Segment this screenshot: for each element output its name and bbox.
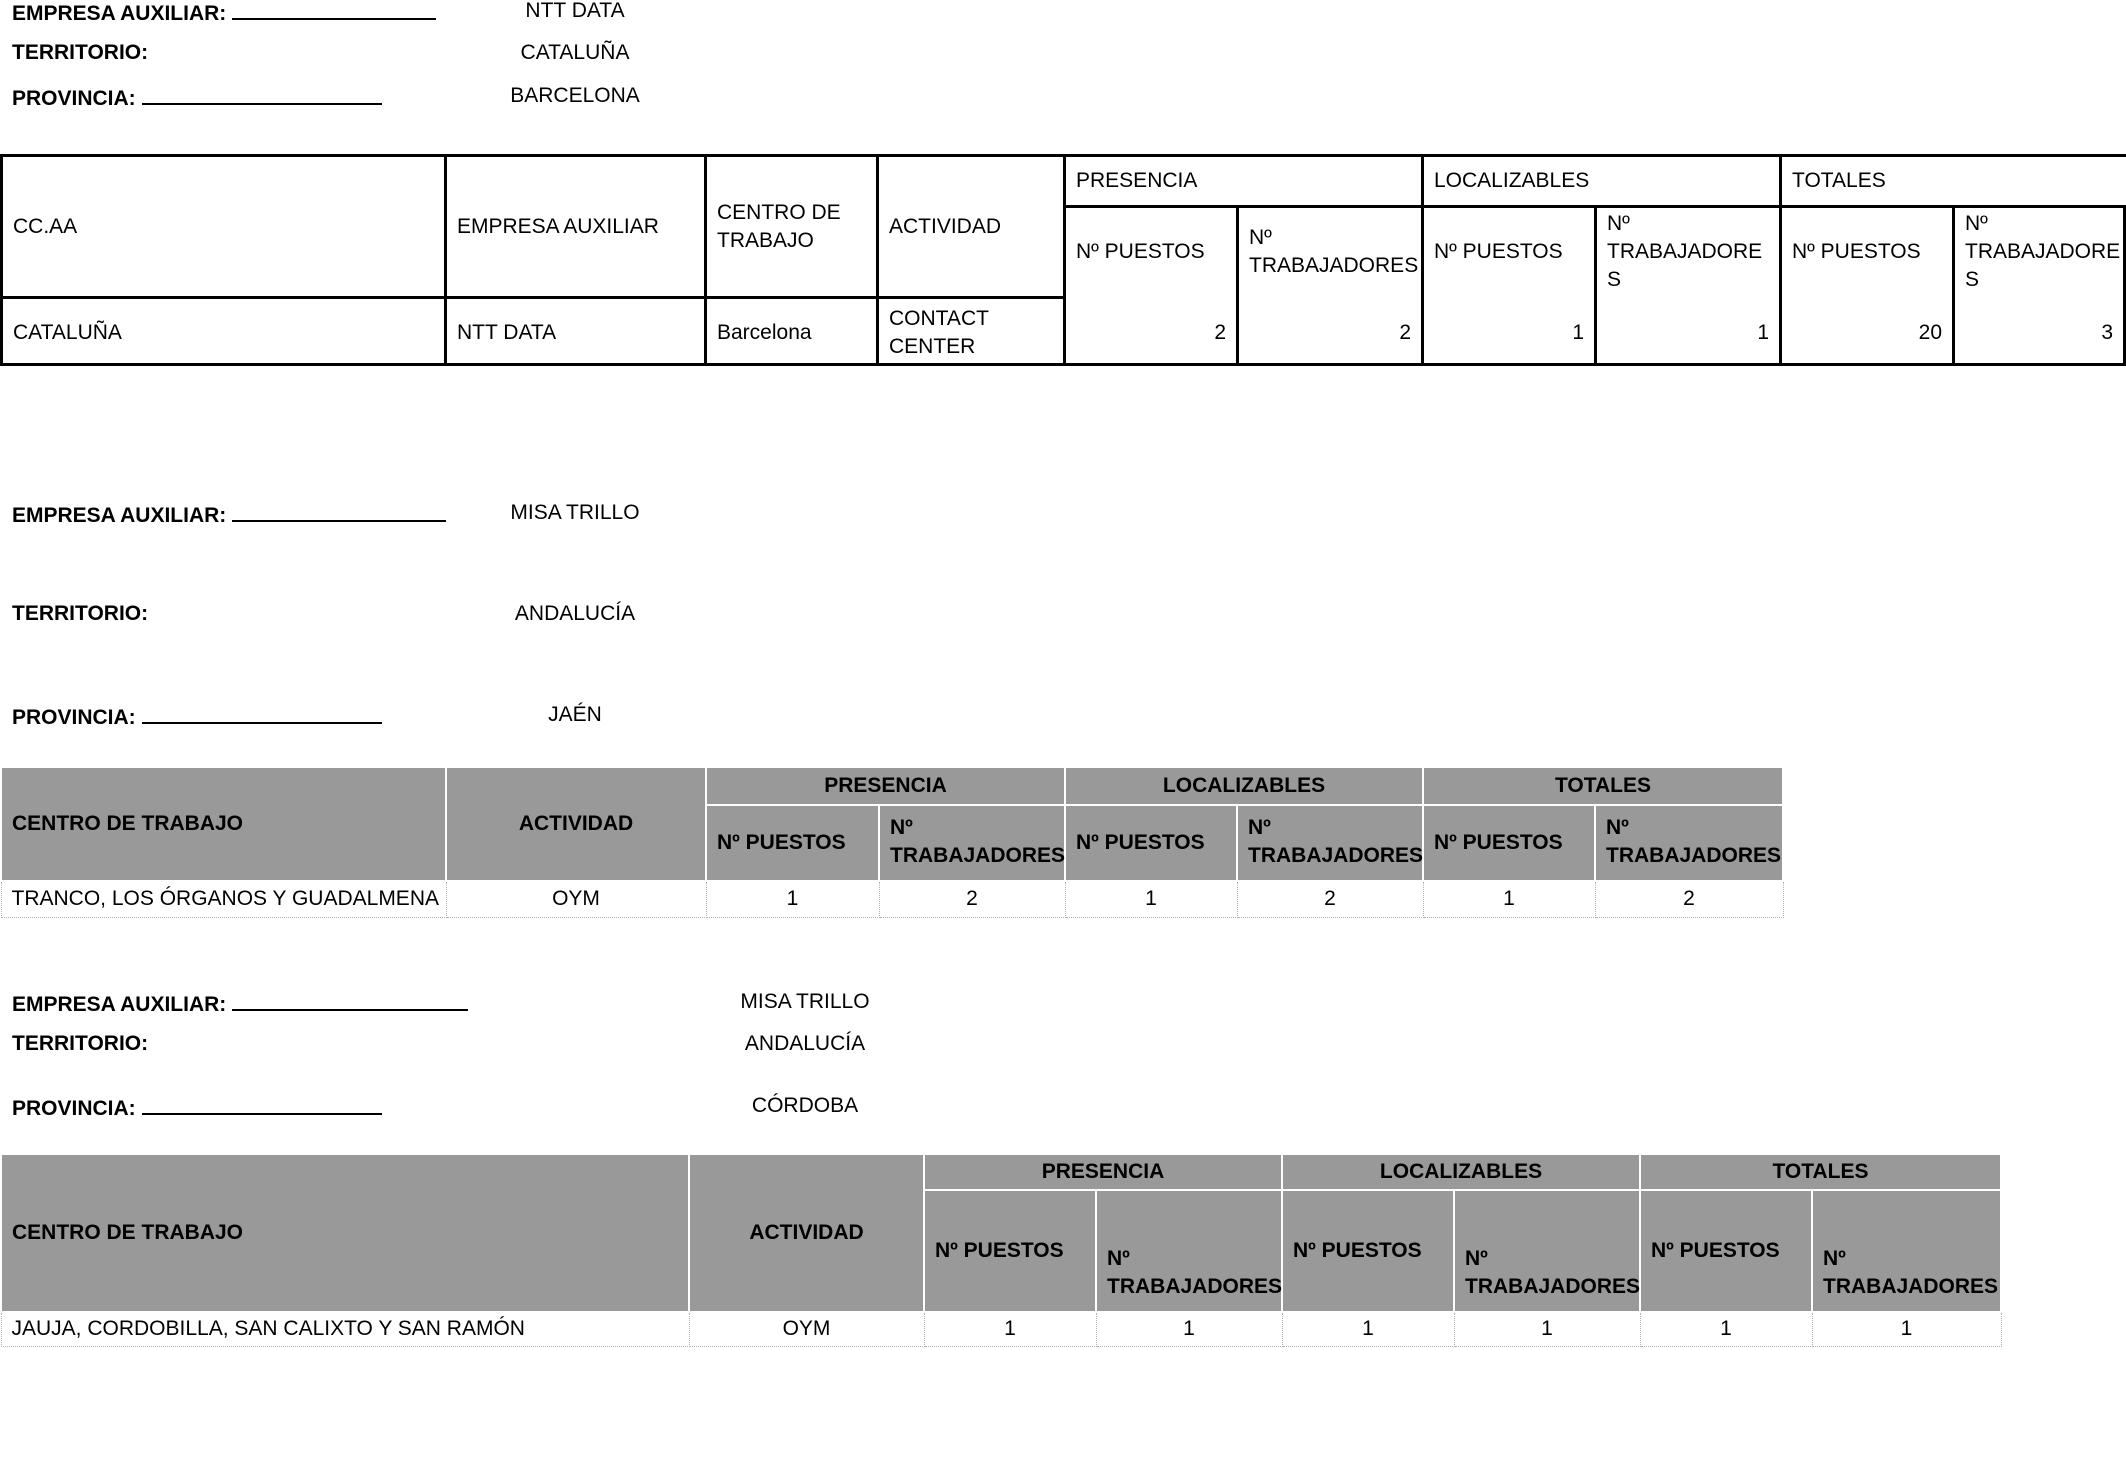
header-presencia: PRESENCIA (924, 1154, 1282, 1190)
cell-totales-puestos: 20 (1918, 320, 1942, 344)
header-totales-puestos: Nº PUESTOS (1792, 240, 1921, 263)
cell-centro: Barcelona (717, 320, 812, 344)
blank-line (232, 0, 436, 20)
header-totales: TOTALES (1640, 1154, 2001, 1190)
section-2-table (0, 766, 1784, 918)
territorio-value: ANDALUCÍA (514, 602, 636, 625)
header-totales-trabajadores: Nº TRABAJADORE S (1965, 212, 2121, 291)
cell-presencia-puestos: 1 (924, 1312, 1096, 1346)
cell-localizables-puestos: 1 (1572, 320, 1584, 344)
header-localizables-trabajadores: Nº TRABAJADORE S (1607, 212, 1763, 291)
cell-presencia-puestos: 1 (706, 881, 879, 917)
empresa-auxiliar-value: MISA TRILLO (740, 990, 870, 1013)
header-presencia-trabajadores: Nº TRABAJADORES (879, 805, 1065, 881)
blank-line (142, 1093, 382, 1115)
cell-ccaa: CATALUÑA (13, 320, 122, 344)
cell-localizables-trabajadores: 1 (1454, 1312, 1640, 1346)
provincia-label (12, 702, 382, 731)
header-presencia: PRESENCIA (1076, 169, 1198, 192)
header-centro-de-trabajo: CENTRO DE TRABAJO (1, 1154, 689, 1312)
cell-actividad: OYM (689, 1312, 924, 1346)
header-totales-puestos: Nº PUESTOS (1423, 805, 1595, 881)
empresa-auxiliar-value: NTT DATA (525, 0, 625, 22)
empresa-auxiliar-label-text: EMPRESA AUXILIAR: (12, 993, 227, 1016)
empresa-auxiliar-label (12, 0, 436, 27)
provincia-label-text: PROVINCIA: (12, 706, 136, 729)
provincia-value: CÓRDOBA (751, 1094, 859, 1117)
cell-localizables-trabajadores: 1 (1757, 320, 1769, 344)
empresa-auxiliar-label-text: EMPRESA AUXILIAR: (12, 504, 227, 527)
cell-centro: TRANCO, LOS ÓRGANOS Y GUADALMENA (1, 881, 446, 917)
header-centro-de-trabajo: CENTRO DE TRABAJO (717, 200, 841, 252)
blank-line (142, 83, 382, 105)
header-centro-de-trabajo: CENTRO DE TRABAJO (1, 767, 446, 881)
territorio-value: ANDALUCÍA (744, 1032, 866, 1055)
header-presencia-trabajadores: Nº TRABAJADORES (1249, 226, 1419, 277)
header-presencia-puestos: Nº PUESTOS (706, 805, 879, 881)
cell-localizables-puestos: 1 (1065, 881, 1237, 917)
territorio-label: TERRITORIO: (12, 602, 149, 625)
cell-presencia-trabajadores: 1 (1096, 1312, 1282, 1346)
header-actividad: ACTIVIDAD (689, 1154, 924, 1312)
empresa-auxiliar-label (12, 500, 446, 529)
cell-presencia-puestos: 2 (1214, 320, 1226, 344)
cell-presencia-trabajadores: 2 (1399, 320, 1411, 344)
cell-localizables-trabajadores: 2 (1237, 881, 1423, 917)
cell-totales-trabajadores: 1 (1812, 1312, 2001, 1346)
header-localizables: LOCALIZABLES (1434, 169, 1590, 192)
cell-totales-trabajadores: 2 (1595, 881, 1783, 917)
header-empresa-auxiliar: EMPRESA AUXILIAR (457, 214, 659, 238)
header-presencia-trabajadores: Nº TRABAJADORES (1096, 1190, 1282, 1312)
header-totales-puestos: Nº PUESTOS (1640, 1190, 1812, 1312)
blank-line (232, 989, 468, 1011)
table-row (1, 881, 1783, 917)
cell-totales-trabajadores: 3 (2101, 320, 2113, 344)
header-localizables: LOCALIZABLES (1282, 1154, 1640, 1190)
header-totales-trabajadores: Nº TRABAJADORES (1595, 805, 1783, 881)
empresa-auxiliar-label-text: EMPRESA AUXILIAR: (12, 2, 227, 25)
empresa-auxiliar-value: MISA TRILLO (510, 501, 640, 524)
header-actividad: ACTIVIDAD (889, 214, 1002, 238)
cell-totales-puestos: 1 (1423, 881, 1595, 917)
header-presencia: PRESENCIA (706, 767, 1065, 805)
header-localizables-puestos: Nº PUESTOS (1282, 1190, 1454, 1312)
cell-totales-puestos: 1 (1640, 1312, 1812, 1346)
provincia-label-text: PROVINCIA: (12, 1097, 136, 1120)
header-localizables-trabajadores: Nº TRABAJADORES (1237, 805, 1423, 881)
header-totales: TOTALES (1792, 169, 1886, 192)
header-actividad: ACTIVIDAD (446, 767, 706, 881)
cell-presencia-trabajadores: 2 (879, 881, 1065, 917)
provincia-label (12, 1093, 382, 1122)
empresa-auxiliar-label (12, 989, 468, 1018)
section-1-table (0, 154, 2126, 366)
header-presencia-puestos: Nº PUESTOS (1076, 240, 1205, 263)
provincia-label-text: PROVINCIA: (12, 87, 136, 110)
header-localizables-puestos: Nº PUESTOS (1434, 240, 1563, 263)
cell-localizables-puestos: 1 (1282, 1312, 1454, 1346)
cell-empresa: NTT DATA (457, 320, 557, 344)
territorio-label: TERRITORIO: (12, 41, 149, 64)
table-row (1, 1312, 2001, 1346)
header-localizables-puestos: Nº PUESTOS (1065, 805, 1237, 881)
cell-actividad: OYM (446, 881, 706, 917)
header-ccaa: CC.AA (13, 214, 78, 238)
header-presencia-puestos: Nº PUESTOS (924, 1190, 1096, 1312)
blank-line (142, 702, 382, 724)
header-totales: TOTALES (1423, 767, 1783, 805)
section-3-table (0, 1153, 2002, 1347)
header-totales-trabajadores: Nº TRABAJADORES (1812, 1190, 2001, 1312)
header-localizables-trabajadores: Nº TRABAJADORES (1454, 1190, 1640, 1312)
cell-centro: JAUJA, CORDOBILLA, SAN CALIXTO Y SAN RAMÓN (1, 1312, 689, 1346)
provincia-value: BARCELONA (510, 84, 640, 107)
territorio-label: TERRITORIO: (12, 1032, 149, 1055)
blank-line (232, 500, 446, 522)
provincia-value: JAÉN (548, 703, 602, 726)
provincia-label (12, 83, 382, 112)
cell-actividad: CONTACT CENTER (889, 306, 989, 358)
header-localizables: LOCALIZABLES (1065, 767, 1423, 805)
territorio-value: CATALUÑA (520, 41, 630, 64)
